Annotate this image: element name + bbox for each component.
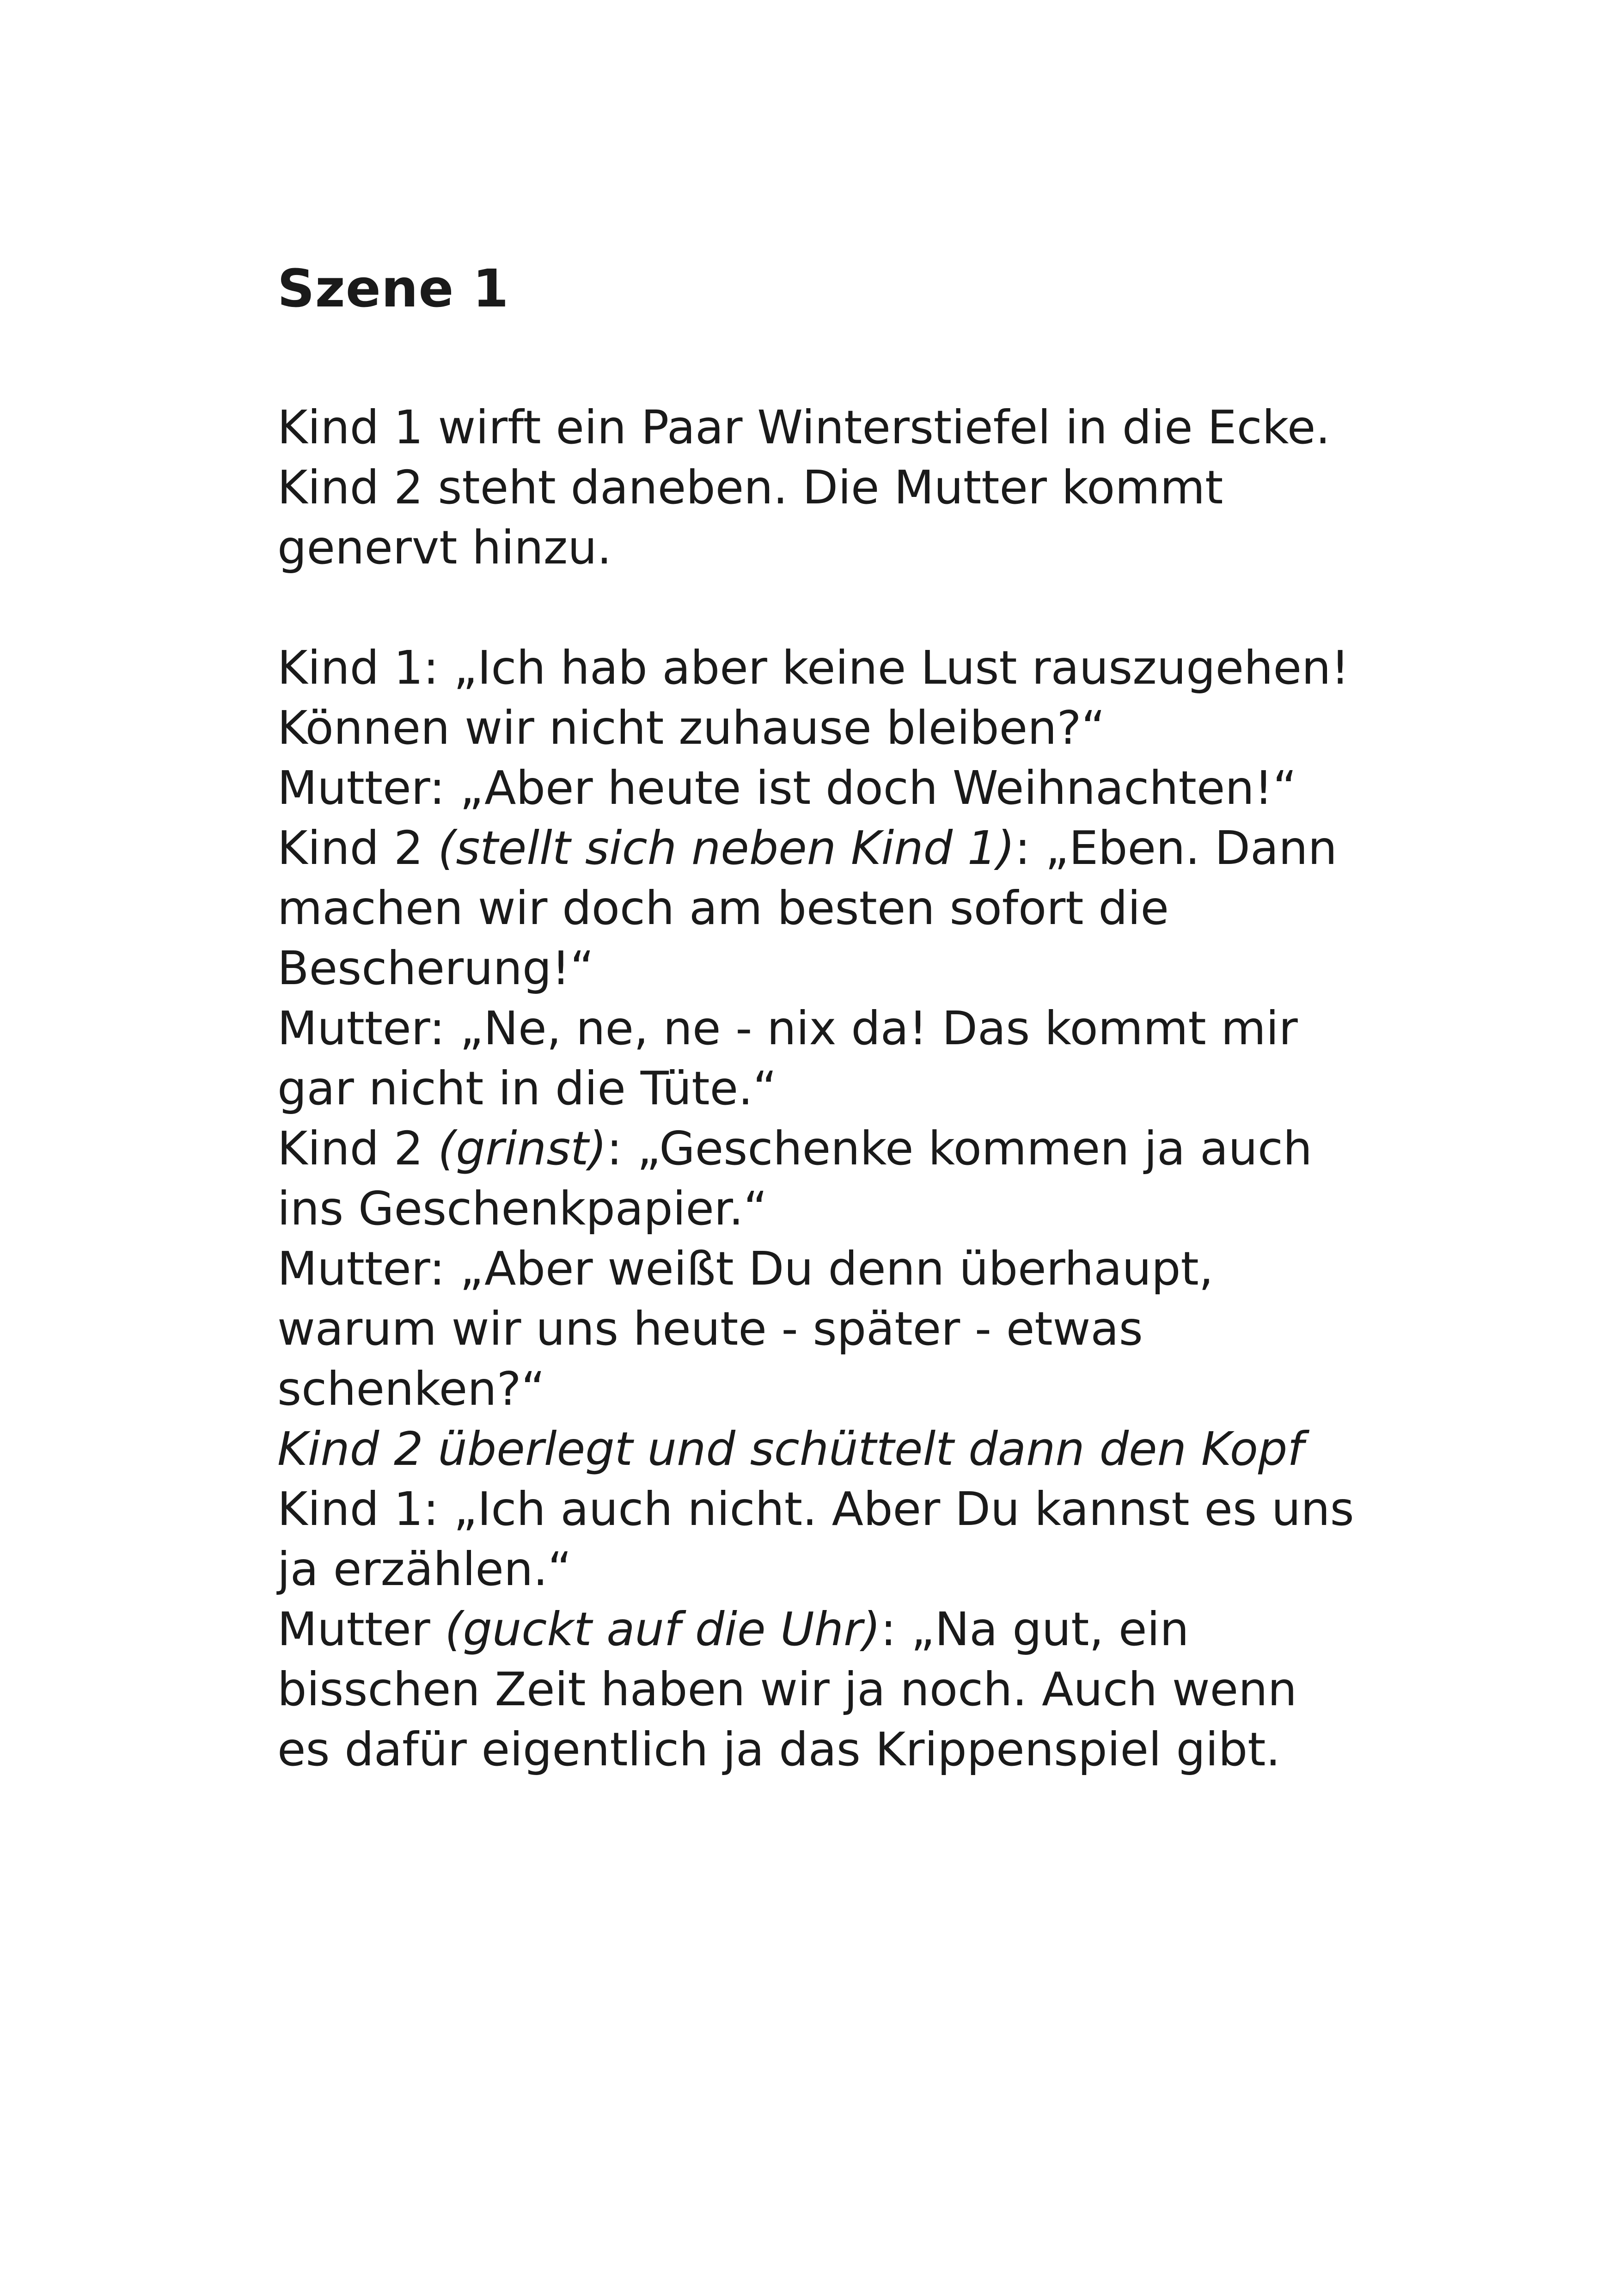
dialogue-line: Mutter: „Aber heute ist doch Weihnachten!“: [277, 761, 1297, 815]
scene-title: Szene 1: [277, 259, 509, 319]
line-text: „Aber heute ist doch Weihnachten!“: [459, 761, 1297, 815]
stage-direction: (guckt auf die Uhr): [445, 1602, 881, 1656]
line-text: „Eben. Dann machen wir doch am besten sofort die Bescherung!“: [277, 821, 1338, 995]
speaker: Mutter: [277, 1242, 429, 1296]
speaker: Kind 1: [277, 1482, 423, 1536]
line-text: „Na gut, ein bisschen Zeit haben wir ja noch. Auch wenn es dafür eigentlich ja das Krippenspiel gibt.: [277, 1602, 1297, 1776]
dialogue-line: Mutter (guckt auf die Uhr): „Na gut, ein bisschen Zeit haben wir ja noch. Auch wenn es dafür eigentlich ja das Krippenspiel gibt.: [277, 1602, 1297, 1776]
line-text: „Ich auch nicht. Aber Du kannst es uns ja erzählen.“: [277, 1482, 1354, 1596]
line-text: „Geschenke kommen ja auch ins Geschenkpapier.“: [277, 1121, 1313, 1236]
stage-direction-intro: Kind 1 wirft ein Paar Winterstiefel in die Ecke. Kind 2 steht daneben. Die Mutter kommt genervt hinzu.: [277, 400, 1331, 575]
speaker: Mutter: [277, 761, 429, 815]
dialogue-line: Kind 2 (grinst): „Geschenke kommen ja auch ins Geschenkpapier.“: [277, 1121, 1313, 1236]
stage-direction: (stellt sich neben Kind 1): [438, 821, 1015, 875]
dialogue-line: Kind 1: „Ich auch nicht. Aber Du kannst es uns ja erzählen.“: [277, 1482, 1354, 1596]
speaker: Kind 2: [277, 821, 423, 875]
dialogue-line: Kind 1: „Ich hab aber keine Lust rauszugehen! Können wir nicht zuhause bleiben?“: [277, 641, 1350, 755]
line-text: „Ich hab aber keine Lust rauszugehen! Können wir nicht zuhause bleiben?“: [277, 641, 1350, 755]
speaker: Kind 2: [277, 1121, 423, 1176]
stage-direction: (grinst): [438, 1121, 607, 1176]
dialogue-line: Kind 2 (stellt sich neben Kind 1): „Eben. Dann machen wir doch am besten sofort die Bescherung!“: [277, 821, 1338, 995]
stage-direction-line: Kind 2 überlegt und schüttelt dann den Kopf: [277, 1422, 1304, 1476]
line-text: „Ne, ne, ne - nix da! Das kommt mir gar nicht in die Tüte.“: [277, 1001, 1298, 1115]
script-content: [277, 259, 1359, 1780]
dialogue-line: Mutter: „Ne, ne, ne - nix da! Das kommt mir gar nicht in die Tüte.“: [277, 1001, 1298, 1115]
line-text: „Aber weißt Du denn überhaupt, warum wir uns heute - später - etwas schenken?“: [277, 1242, 1214, 1416]
speaker: Mutter: [277, 1001, 429, 1055]
dialogue: [277, 638, 1359, 1780]
dialogue-line: Mutter: „Aber weißt Du denn überhaupt, warum wir uns heute - später - etwas schenken?“: [277, 1242, 1214, 1416]
speaker: Mutter: [277, 1602, 430, 1656]
speaker: Kind 1: [277, 641, 423, 695]
